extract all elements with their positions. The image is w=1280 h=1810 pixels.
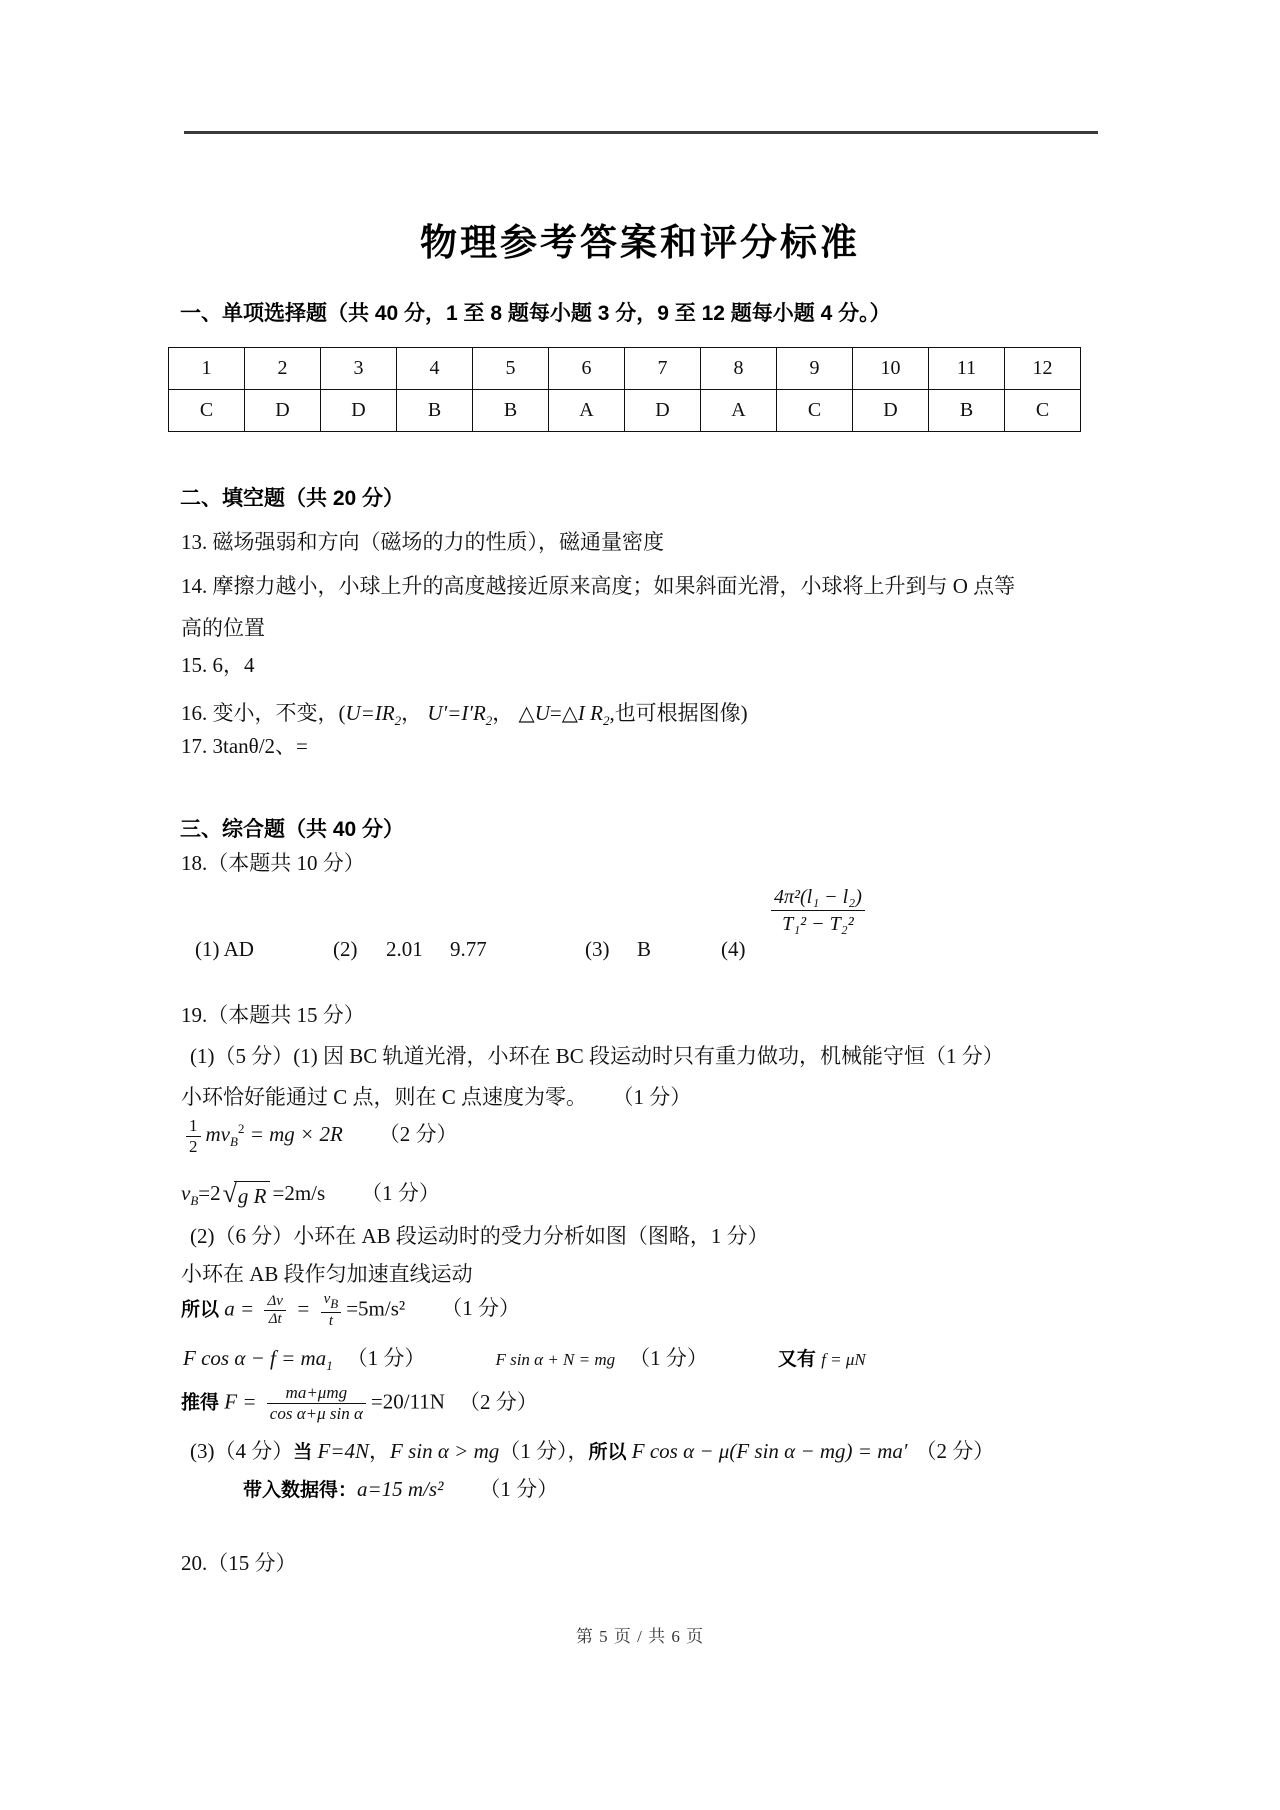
radicand <box>234 1181 271 1210</box>
text-run: ， <box>401 701 428 725</box>
text-run: （1 分）， <box>499 1439 589 1463</box>
text-run: （1 分） <box>479 1477 559 1501</box>
item-16 <box>181 700 748 730</box>
fraction-denominator <box>267 1403 366 1424</box>
question-number-cell: 5 <box>473 348 549 390</box>
q18-answer-3-value: B <box>637 937 652 961</box>
text-run: F sin α > mg <box>390 1439 500 1463</box>
text-run: (3)（4 分） <box>190 1439 294 1463</box>
radical-sign-icon: √ <box>222 1178 237 1208</box>
q19-equation-energy <box>181 1116 458 1156</box>
fraction-numerator <box>186 1116 201 1136</box>
text-run: T₁² − T₂² <box>782 913 854 935</box>
text-run: U=IR <box>345 701 395 725</box>
answer-cell: D <box>625 390 701 432</box>
text-run: F sin α + N = mg <box>495 1350 616 1369</box>
text-run: =△ <box>549 701 578 725</box>
text-run: 2 <box>189 1136 198 1156</box>
q18-answer-4-formula <box>766 884 870 937</box>
text-run: 当 <box>293 1442 318 1463</box>
q19-equation-acceleration <box>181 1291 520 1330</box>
text-run: a=15 m/s² <box>357 1477 444 1501</box>
fraction <box>264 1293 285 1329</box>
text-run: =2m/s <box>272 1181 326 1205</box>
text-run: （2 分） <box>915 1439 995 1463</box>
q18-answer-1: (1) AD <box>195 937 254 961</box>
question-number-cell: 2 <box>245 348 321 390</box>
text-run: =2 <box>198 1181 221 1205</box>
question-number-cell: 9 <box>777 348 853 390</box>
item-14-line2: 高的位置 <box>181 616 265 640</box>
item-17: 17. 3tanθ/2、= <box>181 734 308 758</box>
fraction <box>186 1116 201 1156</box>
text-run: Δv <box>267 1292 283 1309</box>
answer-cell: A <box>701 390 777 432</box>
q18-answer-3-label: (3) <box>585 937 610 961</box>
text-run: ma+μmg <box>285 1383 348 1402</box>
text-run: 1 <box>326 1358 333 1373</box>
text-run: 所以 <box>181 1299 225 1321</box>
q19-equation-forces <box>183 1345 866 1375</box>
fraction-denominator <box>264 1310 285 1328</box>
text-run: 又有 <box>777 1349 822 1370</box>
text-run: U <box>534 701 550 725</box>
text-run: mv <box>205 1121 230 1146</box>
question-number-cell: 7 <box>625 348 701 390</box>
answer-cell: D <box>853 390 929 432</box>
answer-cell: D <box>245 390 321 432</box>
text-run: g R <box>237 1183 267 1208</box>
text-run: I R <box>577 701 603 725</box>
page-title: 物理参考答案和评分标准 <box>420 222 860 263</box>
q19-part3-line1 <box>190 1438 994 1466</box>
answer-cell: C <box>777 390 853 432</box>
text-run: = mg × 2R <box>244 1121 343 1146</box>
text-run: f = μN <box>821 1350 866 1369</box>
text-run: （1 分） <box>623 1085 692 1109</box>
answer-cell: B <box>397 390 473 432</box>
text-run: a = <box>224 1296 260 1321</box>
fraction-numerator <box>321 1291 342 1312</box>
text-run: U′=I′R <box>427 701 486 725</box>
question-number-cell: 11 <box>929 348 1005 390</box>
answer-cell: B <box>929 390 1005 432</box>
text-run: B <box>330 1296 339 1311</box>
text-run: 所以 <box>588 1442 632 1463</box>
q19-part3-line2 <box>243 1476 558 1504</box>
question18-heading: 18.（本题共 10 分） <box>181 851 365 875</box>
text-run: （1 分） <box>346 1346 426 1370</box>
section2-heading: 二、填空题（共 20 分） <box>180 487 405 510</box>
question-number-cell: 6 <box>549 348 625 390</box>
text-run: t <box>328 1312 333 1329</box>
text-run: = <box>290 1296 316 1321</box>
text-run: （2 分） <box>458 1389 538 1414</box>
fraction-numerator <box>267 1383 366 1403</box>
fraction <box>321 1291 342 1330</box>
text-run: F cos α − f = ma <box>183 1346 327 1370</box>
question-number-cell: 3 <box>321 348 397 390</box>
section1-heading: 一、单项选择题（共 40 分，1 至 8 题每小题 3 分，9 至 12 题每小题 4 分。） <box>180 302 891 325</box>
fraction-denominator <box>186 1136 201 1157</box>
fraction-denominator <box>321 1312 342 1330</box>
question-number-cell: 1 <box>169 348 245 390</box>
answer-cell: C <box>1005 390 1081 432</box>
text-run: ,也可根据图像) <box>609 701 748 725</box>
question20-heading: 20.（15 分） <box>181 1551 297 1575</box>
q18-answer-4-label: (4) <box>721 937 746 961</box>
question-number-cell: 8 <box>701 348 777 390</box>
fraction <box>267 1383 366 1425</box>
text-run: =20/11N <box>370 1389 445 1414</box>
radical <box>222 1178 271 1210</box>
text-run: v <box>181 1181 191 1205</box>
answer-cell: A <box>549 390 625 432</box>
text-run: cos α+μ sin α <box>269 1404 363 1424</box>
question-number-cell: 10 <box>853 348 929 390</box>
text-run: Δt <box>268 1311 282 1328</box>
text-run: 2 <box>394 713 402 728</box>
page-footer: 第 5 页 / 共 6 页 <box>575 1627 705 1646</box>
question-number-cell: 12 <box>1005 348 1081 390</box>
text-run: =5m/s² <box>346 1296 406 1321</box>
section3-heading: 三、综合题（共 40 分） <box>180 818 405 841</box>
q18-answer-2-value1: 2.01 <box>386 937 423 961</box>
text-run: （1 分） <box>361 1181 440 1205</box>
fraction-numerator <box>771 884 865 910</box>
text-run: （1 分） <box>629 1346 708 1370</box>
fraction-numerator <box>264 1293 285 1310</box>
text-run: 2 <box>485 713 493 728</box>
text-run: B <box>230 1133 238 1149</box>
text-run: 2 <box>602 713 610 728</box>
fraction-denominator <box>771 910 865 937</box>
text-run: 带入数据得： <box>243 1480 358 1501</box>
text-run: 16. 变小，不变，( <box>181 701 346 725</box>
text-run: B <box>190 1193 199 1208</box>
question-number-cell: 4 <box>397 348 473 390</box>
answer-row <box>169 390 1081 432</box>
header-rule <box>184 131 1098 134</box>
question-number-row <box>169 348 1081 390</box>
text-run: 推得 <box>181 1392 225 1414</box>
text-run: （2 分） <box>378 1121 458 1146</box>
q19-part2-line2: 小环在 AB 段作匀加速直线运动 <box>181 1262 473 1286</box>
item-14-line1: 14. 摩擦力越小，小球上升的高度越接近原来高度；如果斜面光滑，小球将上升到与 O 点等 <box>181 574 1016 598</box>
text-run: 小环恰好能通过 C 点，则在 C 点速度为零。 <box>181 1085 588 1109</box>
text-run: （1 分） <box>441 1296 520 1321</box>
text-run: 1 <box>189 1116 198 1135</box>
text-run: F=4N <box>317 1439 370 1463</box>
text-run: v <box>323 1291 331 1307</box>
item-15: 15. 6，4 <box>181 653 255 677</box>
text-run: 4π²(l₁ − l₂) <box>774 886 862 908</box>
item-13: 13. 磁场强弱和方向（磁场的力的性质），磁通量密度 <box>181 530 664 554</box>
question19-heading: 19.（本题共 15 分） <box>181 1003 365 1027</box>
fraction <box>771 884 865 937</box>
answer-cell: D <box>321 390 397 432</box>
text-run: ， <box>369 1439 391 1463</box>
q19-part2-line1: (2)（6 分）小环在 AB 段运动时的受力分析如图（图略，1 分） <box>190 1224 769 1248</box>
q19-equation-force-result <box>181 1383 538 1425</box>
q18-answer-2-value2: 9.77 <box>450 937 487 961</box>
q19-equation-vb <box>181 1180 440 1210</box>
answer-cell: C <box>169 390 245 432</box>
answer-table <box>168 347 1081 432</box>
q19-part1-line1: (1)（5 分）(1) 因 BC 轨道光滑，小环在 BC 段运动时只有重力做功，机械能守恒（1 分） <box>190 1044 1004 1068</box>
q19-part1-line2 <box>181 1084 691 1111</box>
q18-answer-2-label: (2) <box>333 937 358 961</box>
text-run: F cos α − μ(F sin α − mg) = ma′ <box>631 1439 908 1463</box>
text-run: F = <box>224 1389 262 1414</box>
text-run: ， △ <box>492 701 535 725</box>
answer-cell: B <box>473 390 549 432</box>
text-run: 2 <box>237 1120 245 1136</box>
